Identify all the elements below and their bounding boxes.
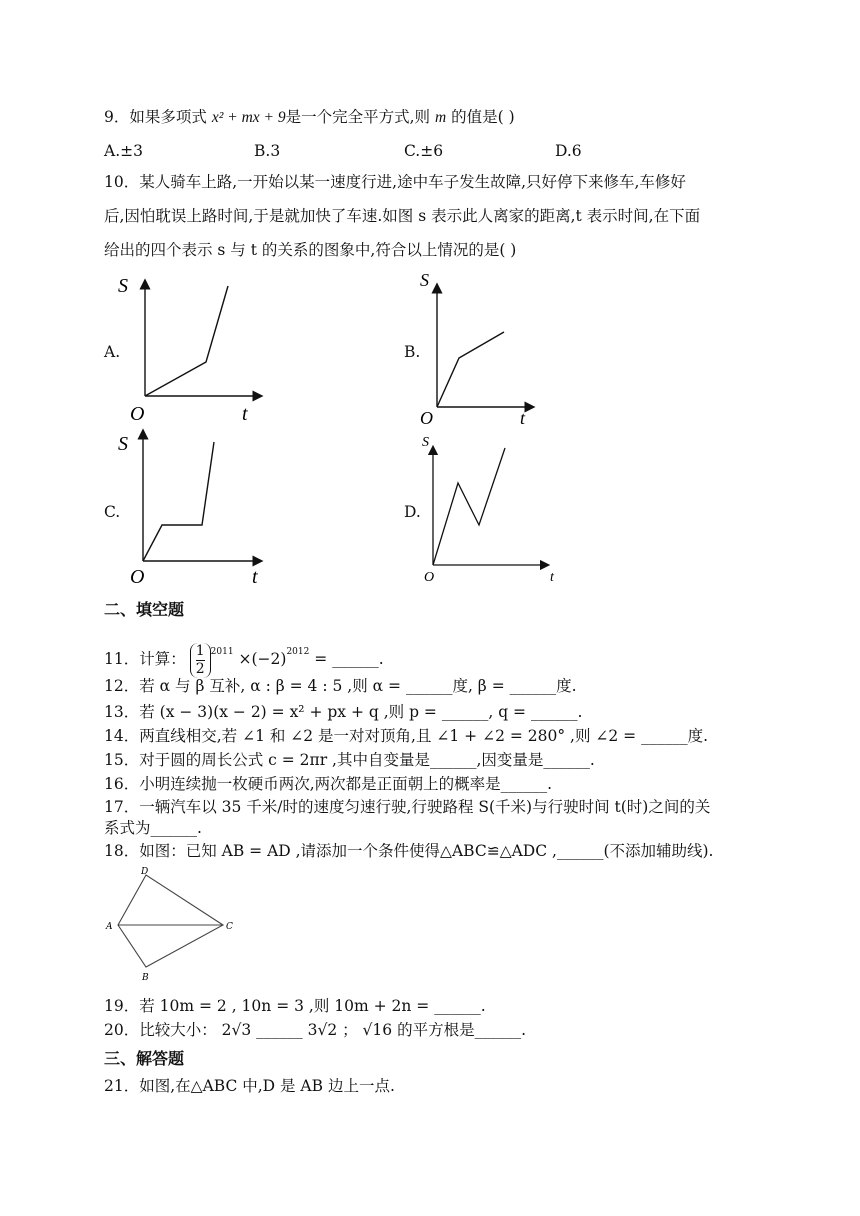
q11-numerator: 1 — [195, 642, 205, 659]
graph-c-y-label: S — [118, 433, 128, 455]
graph-d-origin: O — [424, 570, 435, 585]
q9-pre: 如果多项式 — [129, 108, 207, 126]
q9-option-c: C.±6 — [404, 142, 444, 160]
graph-d-label: D. — [404, 503, 421, 521]
graph-b-y-label: S — [420, 270, 429, 290]
q14-line: 14．两直线相交,若 ∠1 和 ∠2 是一对对顶角,且 ∠1 + ∠2 = 280° ,则 ∠2 = ______度. — [104, 727, 709, 745]
graph-a-origin: O — [130, 403, 145, 425]
q11-middle: ×(−2) — [238, 650, 287, 668]
section-3-heading: 三、解答题 — [104, 1049, 185, 1068]
graph-a-label: A. — [104, 343, 121, 361]
point-b-label: B — [142, 973, 149, 983]
q11-fraction — [190, 643, 211, 678]
q17-line-1: 17．一辆汽车以 35 千米/时的速度匀速行驶,行驶路程 S(千米)与行驶时间 t(时)之间的关 — [104, 798, 711, 816]
q9-expression: x² + mx + 9 — [211, 109, 286, 126]
graph-d-y-label: S — [422, 435, 429, 450]
q9-option-a: A.±3 — [104, 142, 143, 160]
q18-figure — [98, 864, 248, 989]
q11-end: = ______. — [314, 650, 384, 668]
q20-line: 20．比较大小： 2√3 ______ 3√2 ； √16 的平方根是______. — [104, 1021, 527, 1039]
q12-line: 12．若 α 与 β 互补, α : β = 4 : 5 ,则 α = ______度, β = ______度. — [104, 677, 577, 695]
graph-d — [410, 428, 570, 588]
q9-option-b: B.3 — [254, 142, 281, 160]
point-a-label: A — [106, 922, 113, 932]
graph-c — [110, 428, 270, 588]
graph-c-x-label: t — [252, 566, 258, 588]
q11-exponent-2: 2012 — [286, 647, 310, 657]
graph-a-x-label: t — [242, 403, 248, 425]
q17-line-2: 系式为______. — [104, 819, 202, 837]
q15-line: 15．对于圆的周长公式 c = 2πr ,其中自变量是______,因变量是______. — [104, 751, 595, 769]
q18-line: 18．如图：已知 AB = AD ,请添加一个条件使得△ABC≌△ADC ,______(不添加辅助线). — [104, 842, 714, 860]
q21-line: 21．如图,在△ABC 中,D 是 AB 边上一点. — [104, 1077, 395, 1095]
graph-b — [410, 268, 560, 428]
section-2-heading: 二、填空题 — [104, 600, 185, 619]
graph-d-x-label: t — [550, 570, 554, 585]
q9-post: 是一个完全平方式,则 — [285, 108, 431, 126]
q9-variable: m — [434, 109, 447, 126]
q11-exponent-1: 2011 — [210, 647, 234, 657]
q13-line: 13．若 (x − 3)(x − 2) = x² + px + q ,则 p = ______, q = ______. — [104, 703, 583, 721]
q19-line: 19．若 10m = 2 , 10n = 3 ,则 10m + 2n = ______. — [104, 997, 486, 1015]
q10-line-3: 给出的四个表示 s 与 t 的关系的图象中,符合以上情况的是( ) — [104, 241, 517, 259]
q11-line — [104, 634, 384, 678]
q9-tail: 的值是( ) — [451, 108, 515, 126]
graph-b-x-label: t — [520, 408, 526, 428]
q10-line-2: 后,因怕耽误上路时间,于是就加快了车速.如图 s 表示此人离家的距离,t 表示时间,在下面 — [104, 207, 701, 225]
graph-a-y-label: S — [118, 275, 128, 297]
q11-denominator: 2 — [195, 660, 205, 677]
q9-line — [104, 107, 515, 128]
q11-number: 11．计算： — [104, 650, 186, 668]
point-d-label: D — [141, 867, 149, 877]
q9-number: 9． — [104, 108, 130, 126]
graph-c-label: C. — [104, 503, 121, 521]
graph-c-origin: O — [130, 566, 145, 588]
graph-b-origin: O — [420, 408, 433, 428]
q10-line-1: 10．某人骑车上路,一开始以某一速度行进,途中车子发生故障,只好停下来修车,车修好 — [104, 173, 686, 191]
q16-line: 16．小明连续抛一枚硬币两次,两次都是正面朝上的概率是______. — [104, 775, 553, 793]
graph-b-label: B. — [404, 343, 421, 361]
point-c-label: C — [226, 922, 233, 932]
graph-a — [110, 272, 270, 432]
q9-option-d: D.6 — [555, 142, 582, 160]
